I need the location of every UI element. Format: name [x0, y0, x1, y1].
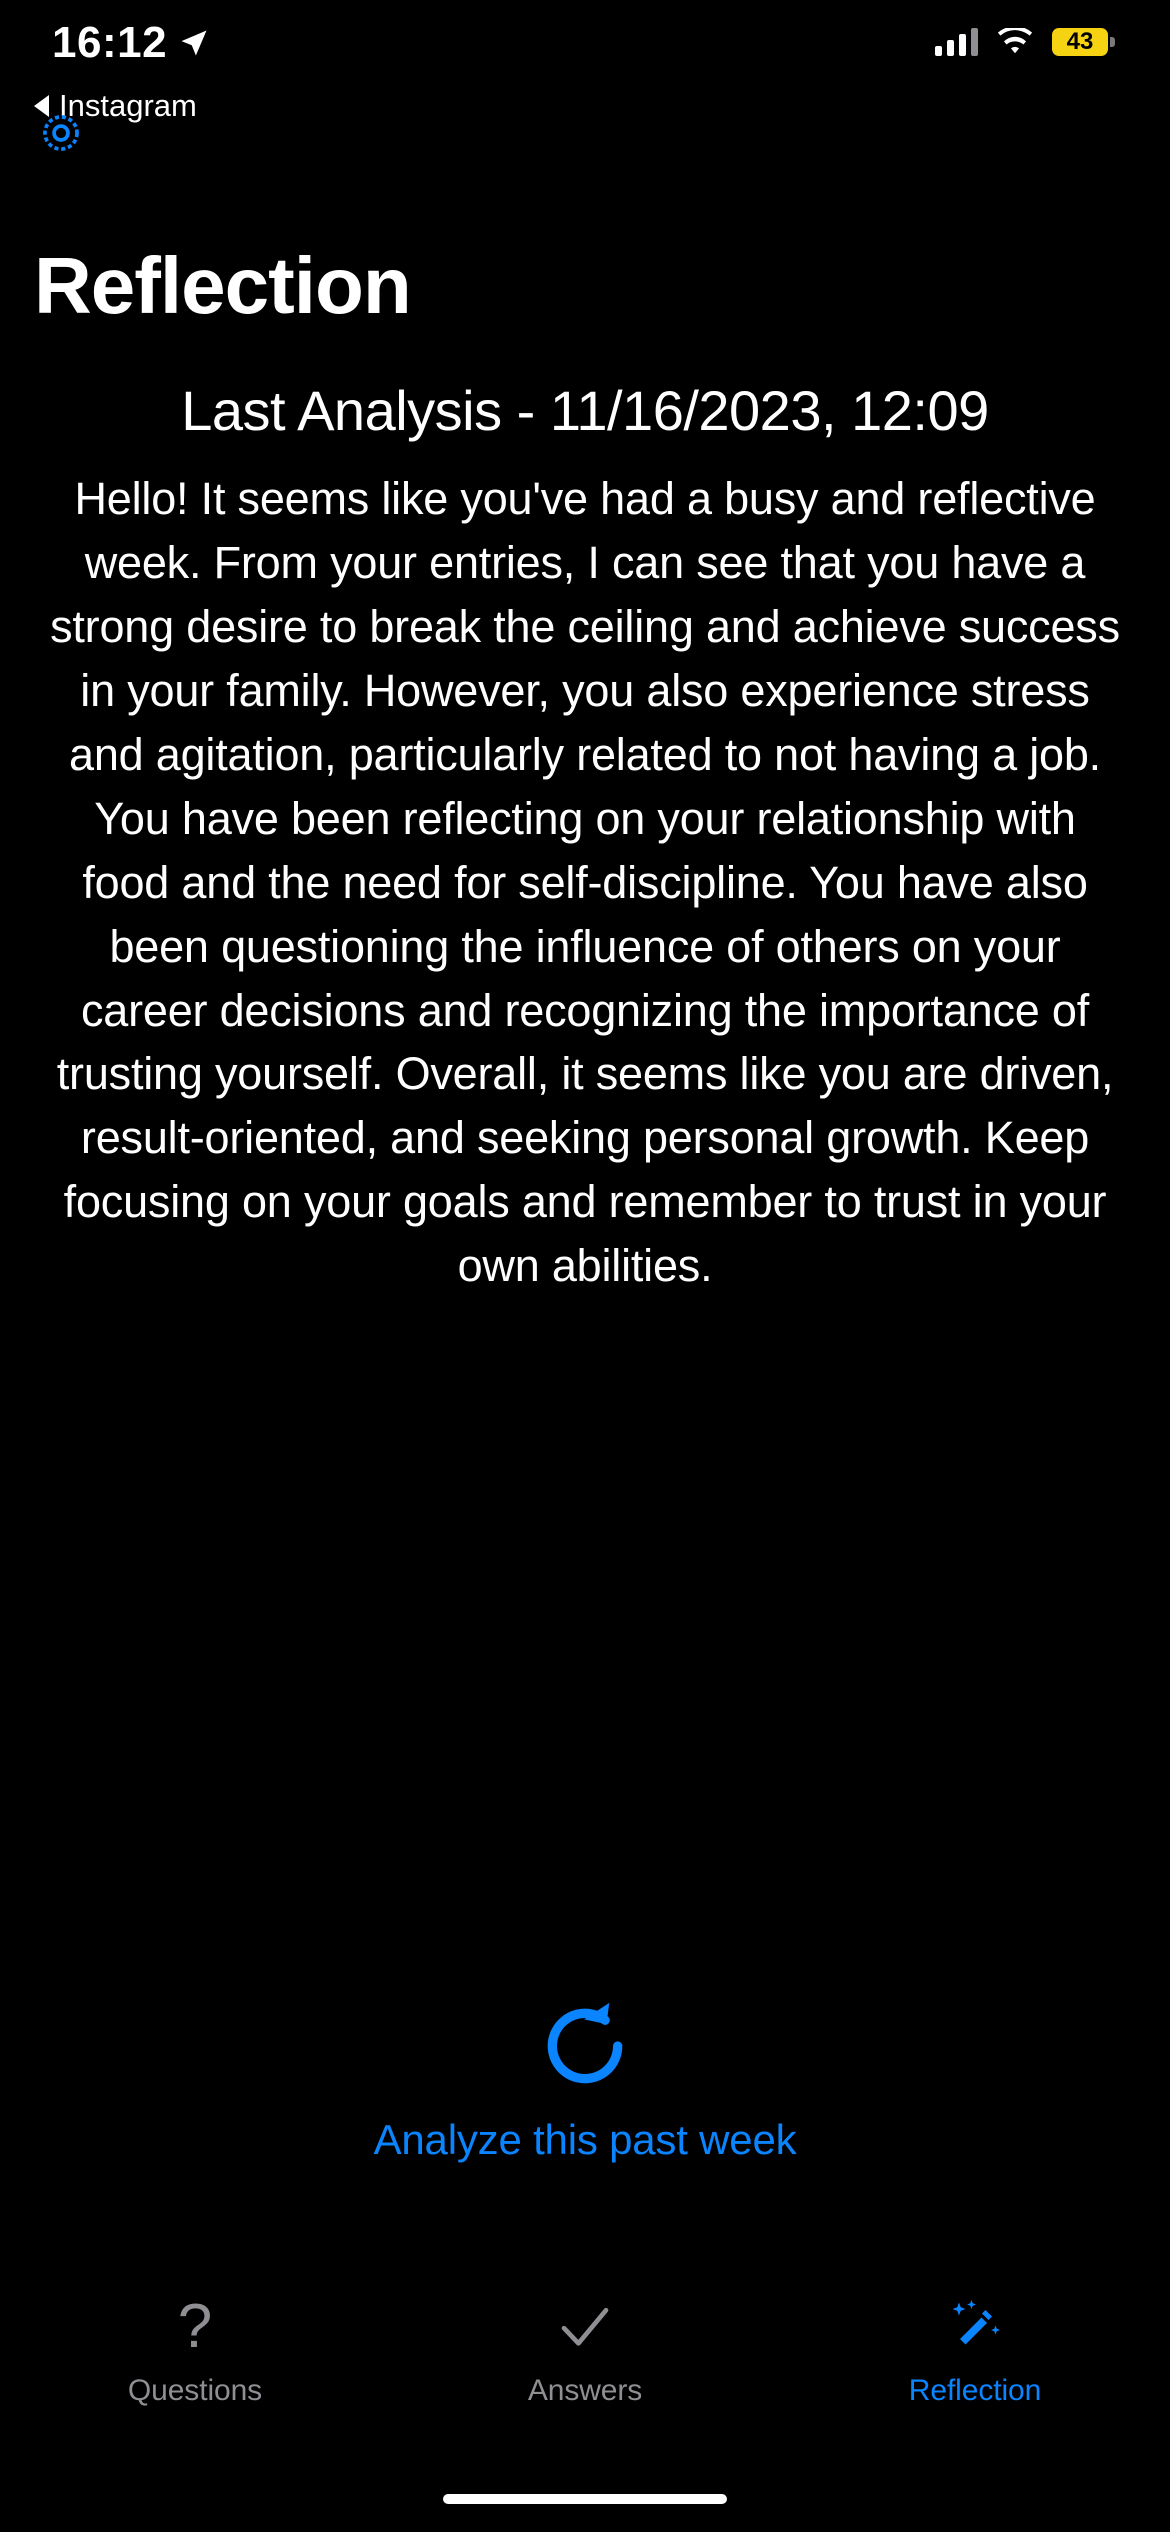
tab-questions-label: Questions	[127, 2374, 263, 2407]
status-bar-left	[52, 18, 209, 68]
status-bar-right	[935, 18, 1108, 56]
tab-answers[interactable]	[392, 2294, 778, 2408]
status-time: 16:12	[52, 18, 168, 67]
wifi-icon	[996, 28, 1034, 56]
page-title: Reflection	[34, 241, 411, 330]
analysis-body-text: Hello! It seems like you've had a busy and reflective week. From your entries, I can see that you have a strong desire to break the ceiling and achieve success in your family. However, you also experience stress and agitation, particularly related to not having a job. You have been reflecting on your relationship with food and the need for self-discipline. You have also been questioning the influence of others on your career decisions and recognizing the importance of trusting yourself. Overall, it seems like you are driven, result-oriented, and seeking personal growth. Keep focusing on your goals and remember to trust in your own abilities.	[50, 473, 1120, 1292]
battery-indicator	[1052, 28, 1108, 56]
tab-reflection-label: Reflection	[908, 2374, 1042, 2407]
tab-reflection[interactable]	[782, 2294, 1168, 2408]
settings-button[interactable]	[28, 100, 94, 166]
analyze-week-label: Analyze this past week	[373, 2116, 797, 2163]
back-to-app-label: Instagram	[59, 88, 197, 123]
tab-bar	[0, 2280, 1170, 2460]
last-analysis-heading: Last Analysis - 11/16/2023, 12:09	[181, 379, 989, 442]
refresh-circle-icon	[529, 1990, 641, 2102]
question-mark-icon: ?	[177, 2292, 213, 2361]
analyze-week-button[interactable]	[0, 1990, 1170, 2164]
tab-answers-label: Answers	[527, 2374, 643, 2407]
cellular-bars-icon	[935, 28, 978, 56]
reflection-content	[0, 240, 1170, 1298]
battery-level: 43	[1066, 28, 1094, 55]
tab-questions[interactable]	[2, 2294, 388, 2408]
gear-icon	[35, 107, 87, 159]
location-arrow-icon	[179, 28, 209, 58]
magic-wand-icon	[943, 2294, 1007, 2360]
checkmark-icon	[554, 2294, 616, 2360]
home-indicator[interactable]	[443, 2494, 727, 2504]
